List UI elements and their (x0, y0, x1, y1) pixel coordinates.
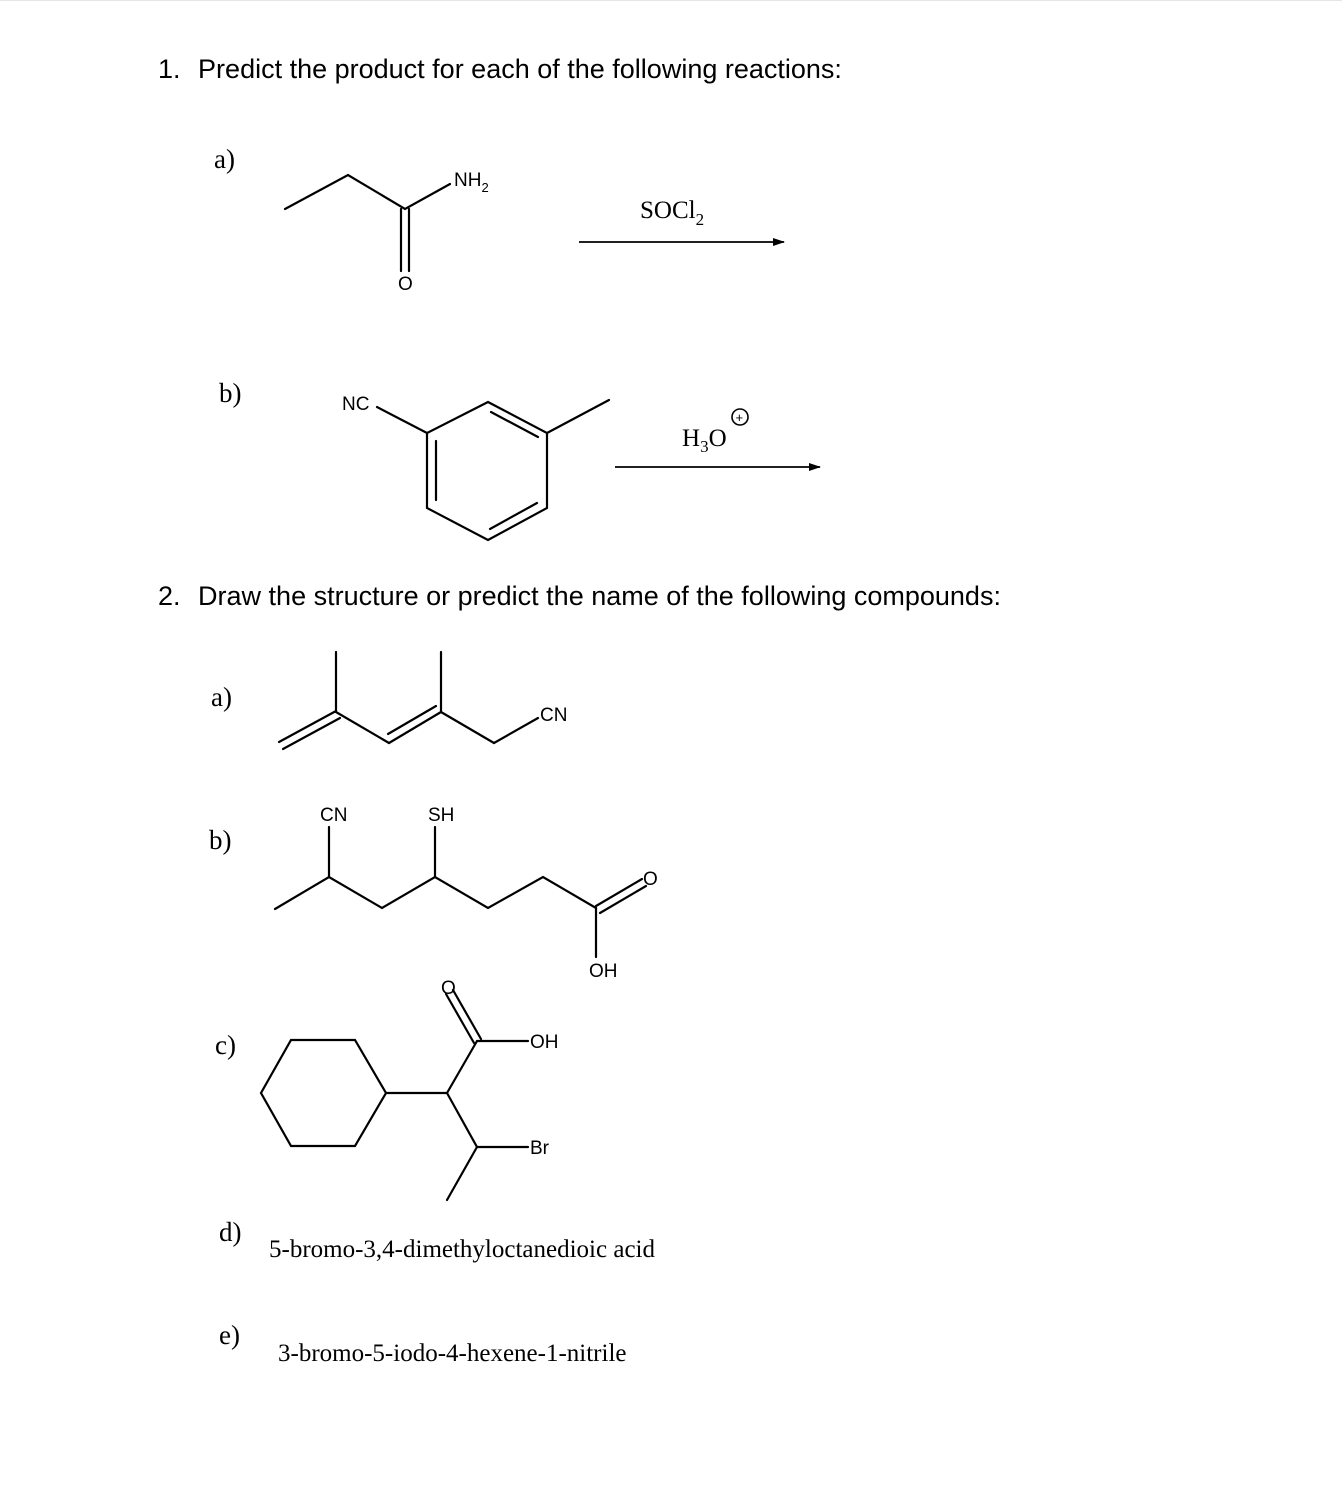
question-2-number: 2. (158, 581, 181, 611)
q2a-double-bond-1b (283, 718, 340, 749)
q2b-oxygen-label: O (643, 869, 658, 890)
question-1-text: Predict the product for each of the following reactions: (198, 54, 842, 84)
q2b-carbon-chain (275, 877, 596, 909)
q2a-nitrile-label: CN (540, 705, 568, 726)
question-2-text: Draw the structure or predict the name of the following compounds: (198, 581, 1001, 611)
q2c-oxygen-label: O (441, 978, 456, 999)
q2a-double-bond-1a (279, 711, 336, 742)
q1b-nitrile-bond (377, 407, 427, 433)
q1b-benzene-ring (427, 402, 547, 540)
q1b-methyl-bond (547, 400, 609, 433)
q2c-cyclohexane-ring (261, 1040, 386, 1146)
q2c-hydroxyl-label: OH (530, 1032, 559, 1053)
q1a-oxygen-label: O (398, 274, 413, 295)
q2-part-b-label: b) (209, 825, 232, 855)
q1b-charge-sign: + (735, 410, 744, 425)
q1-part-a-label: a) (214, 144, 235, 174)
q2c-structure (261, 978, 559, 1200)
q1a-propanamide-structure (285, 170, 489, 295)
q1b-reaction-arrow (615, 409, 820, 467)
q2a-structure (279, 652, 567, 749)
q2-part-c-label: c) (215, 1030, 236, 1060)
q1b-methylbenzonitrile-structure (342, 394, 609, 540)
q1b-nitrile-label: NC (342, 394, 370, 415)
q2b-hydroxyl-label: OH (589, 961, 618, 982)
question-1-number: 1. (158, 54, 181, 84)
q2a-chain-bond-3 (494, 718, 538, 743)
q2a-chain-bond-2 (441, 712, 494, 743)
q1-part-b-label: b) (219, 378, 242, 408)
q2b-nitrile-label: CN (320, 805, 348, 826)
q2c-carboxyl-carbon-bond (447, 1041, 477, 1093)
q2-part-d-compound-name: 5-bromo-3,4-dimethyloctanedioic acid (269, 1236, 655, 1263)
q2-part-d-label: d) (219, 1217, 242, 1247)
q2a-chain-bond-1 (336, 712, 389, 743)
q2c-chain-bond (447, 1093, 477, 1147)
q1b-reagent-label: $H_3O$ (682, 425, 727, 456)
q1a-reaction-arrow (579, 197, 784, 242)
q1a-reagent-label: SOCl$_2$ (640, 197, 705, 229)
q2a-double-bond-2a (389, 712, 441, 743)
q2c-bromo-label: Br (530, 1138, 549, 1159)
q2-part-e-label: e) (219, 1320, 240, 1350)
q1a-amine-label: $NH_2$ (454, 170, 489, 195)
q2b-structure (275, 805, 658, 982)
q1a-carbon-chain (285, 175, 450, 209)
q2b-thiol-label: SH (428, 805, 455, 826)
q2-part-a-label: a) (211, 682, 232, 712)
q2-part-e-compound-name: 3-bromo-5-iodo-4-hexene-1-nitrile (278, 1340, 627, 1367)
q2c-methyl-bond (447, 1147, 477, 1200)
